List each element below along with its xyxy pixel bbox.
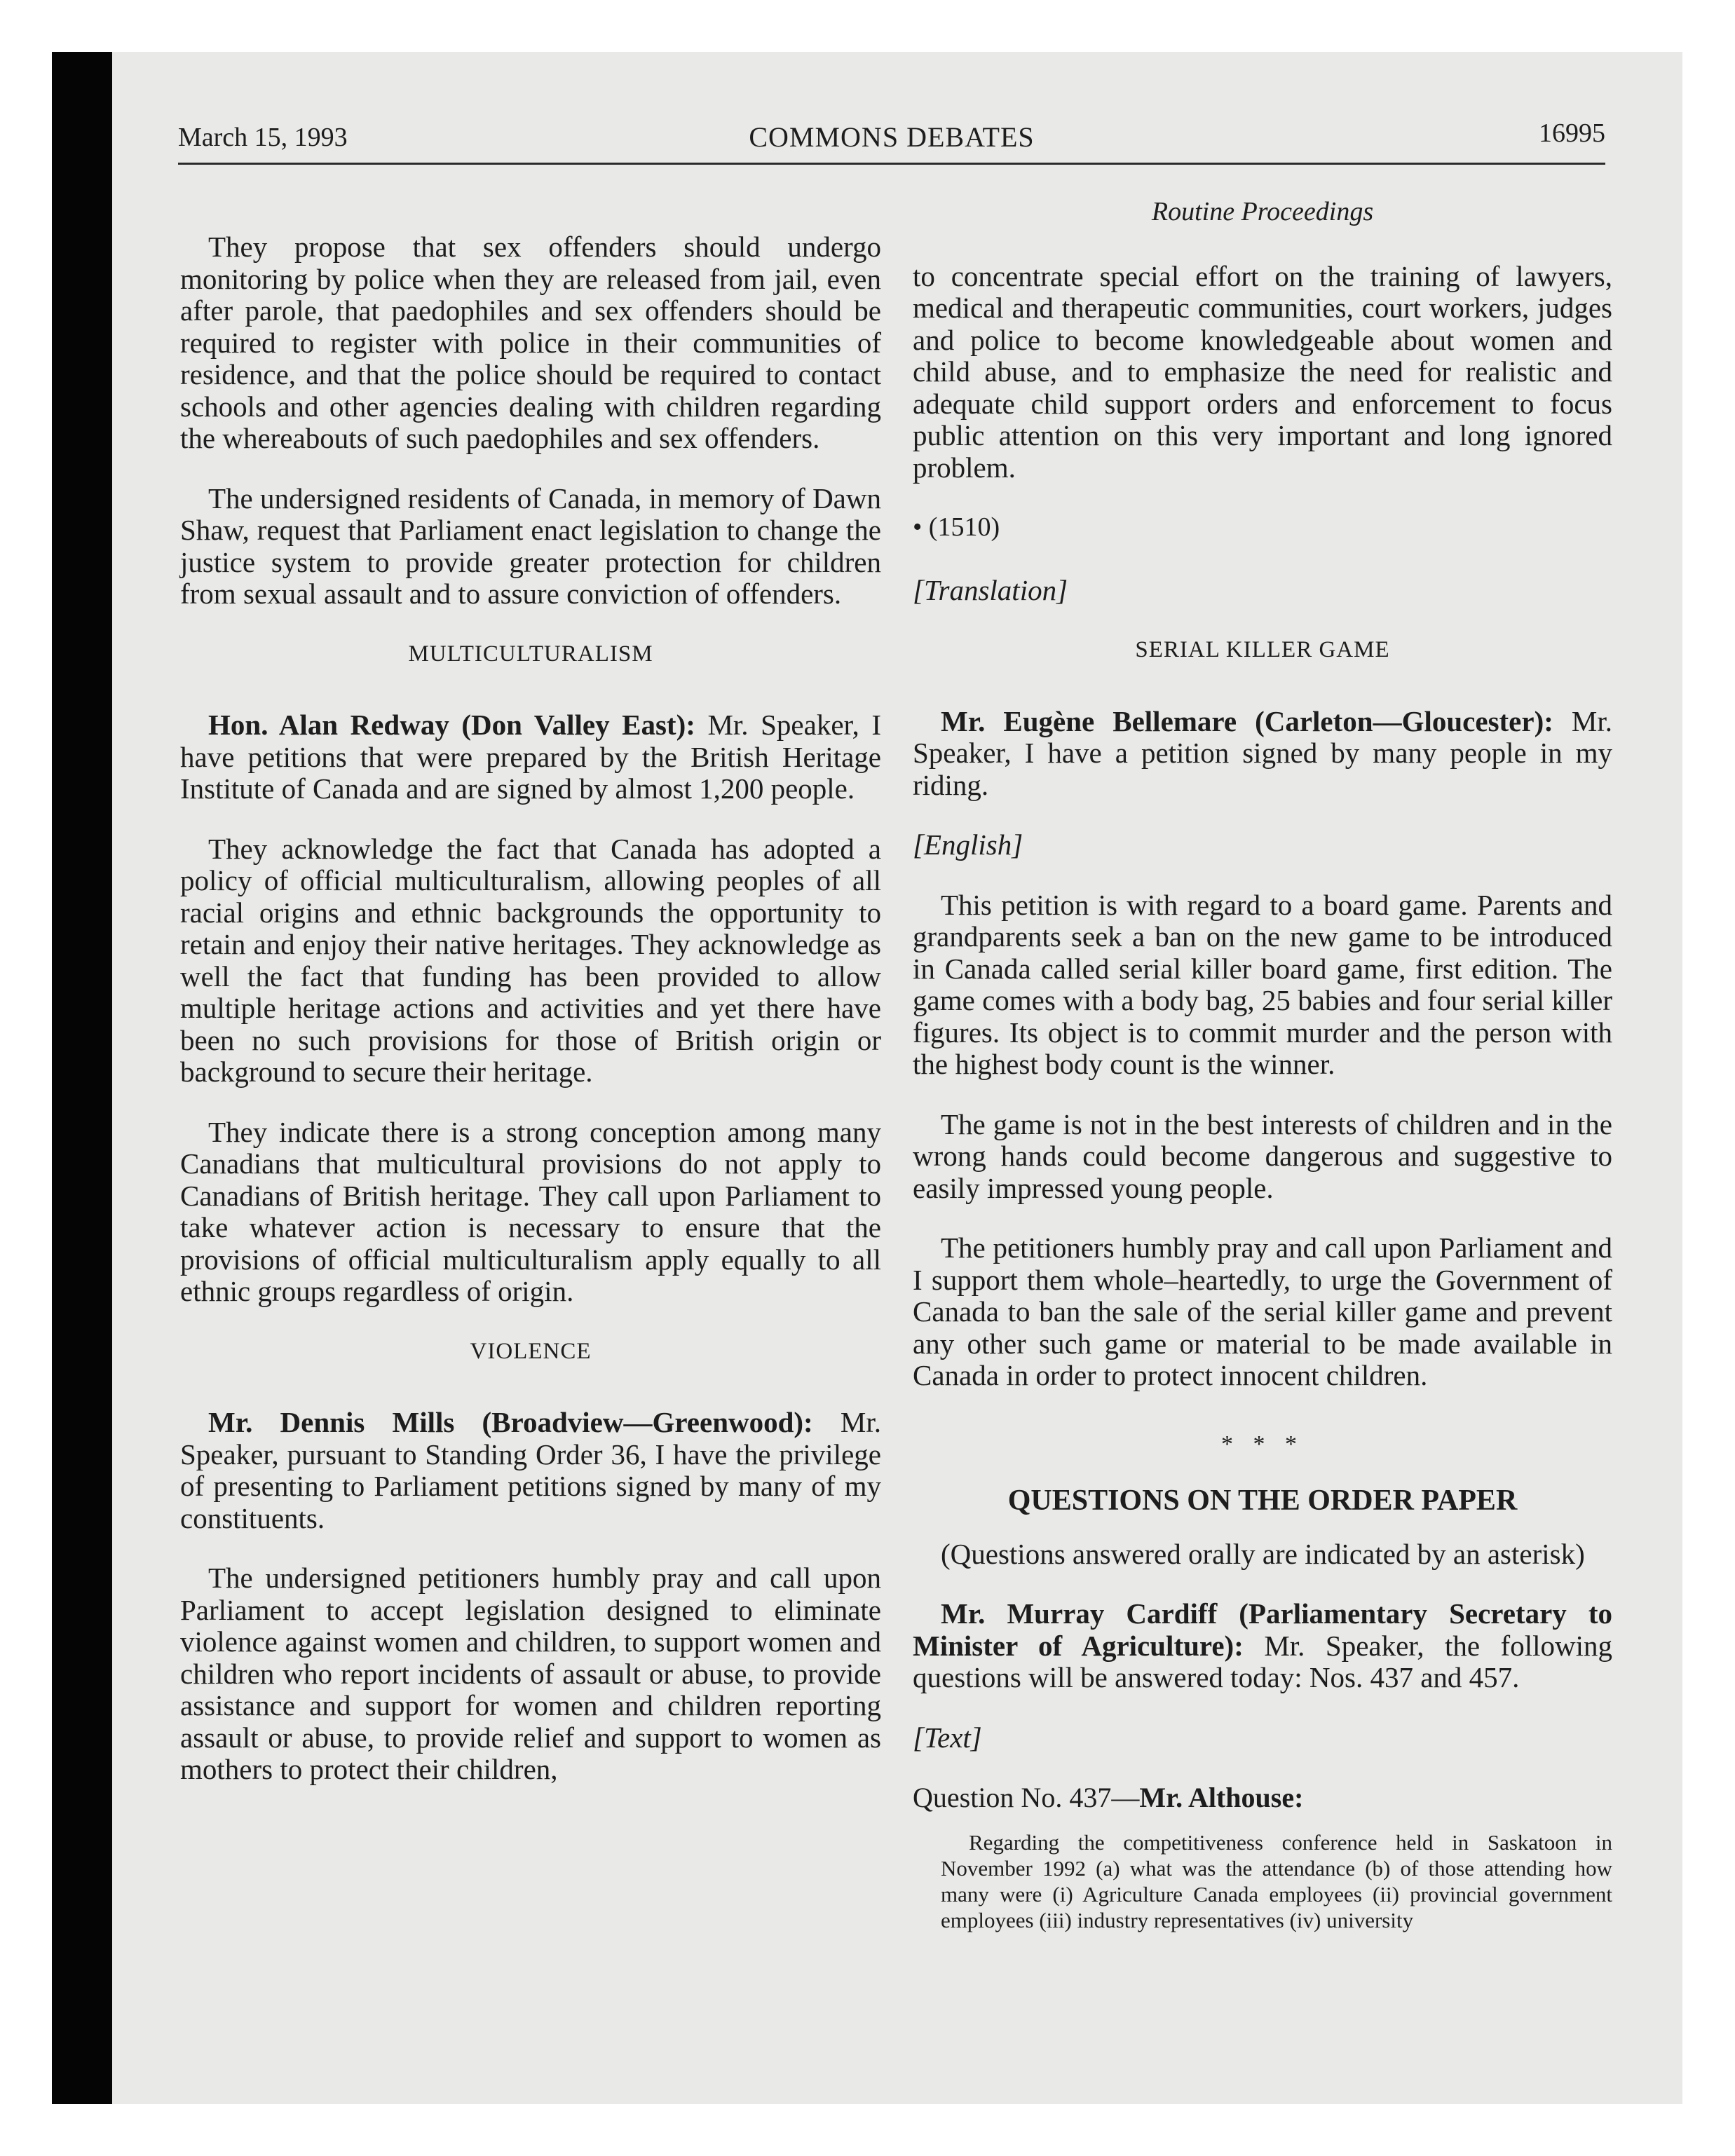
section-heading-multiculturalism: MULTICULTURALISM: [408, 641, 653, 667]
section-heading-serial-killer-game: SERIAL KILLER GAME: [1135, 637, 1390, 662]
left-column: [180, 231, 881, 1814]
header-date: March 15, 1993: [178, 123, 348, 152]
speech-bellemare: [913, 706, 1612, 802]
speech-text: Mr. Speaker, the following questions will be answered today: Nos. 437 and 457.: [913, 1629, 1612, 1693]
section-separator: * * *: [1221, 1431, 1304, 1457]
questions-note: (Questions answered orally are indicated by an asterisk): [941, 1537, 1585, 1570]
question-member: Mr. Althouse:: [1139, 1782, 1304, 1813]
questions-heading: QUESTIONS ON THE ORDER PAPER: [1007, 1485, 1518, 1517]
text-tag: [Text]: [913, 1721, 982, 1754]
question-body: Regarding the competitiveness conference held in Saskatoon in November 1992 (a) what was the attendance (b) of those attending how many were (i) Agriculture Canada employees (ii) provincial government employees (iii) industry representatives (iv) university: [941, 1829, 1612, 1932]
paragraph: The undersigned residents of Canada, in memory of Dawn Shaw, request that Parliament enact legislation to change the justice system to provide greater protection for children from sexual assault and to assure conviction of offenders.: [180, 482, 881, 610]
paragraph: The undersigned petitioners humbly pray and call upon Parliament to accept legislation designed to eliminate violence against women and children, to support women and children who report incidents of assault or abuse, to provide assistance and support for women and children reporting assault or abuse, to provide relief and support to women as mothers to protect their children,: [180, 1562, 881, 1785]
speech-mills: [180, 1407, 881, 1534]
header-title: COMMONS DEBATES: [749, 121, 1035, 153]
paragraph: They acknowledge the fact that Canada has adopted a policy of official multiculturalism, allowing peoples of all racial origins and ethnic backgrounds the opportunity to retain and enjoy their native heritages. They acknowledge as well the fact that funding has been provided to allow multiple heritage actions and activities and yet there have been no such provisions for those of British origin or background to secure their heritage.: [180, 832, 881, 1088]
paragraph: This petition is with regard to a board game. Parents and grandparents seek a ban on the new game to be introduced in Canada called serial killer board game, first edition. The game comes with a body bag, 25 babies and four serial killer figures. Its object is to commit murder and the person with the highest body count is the winner.: [913, 888, 1612, 1080]
speaker-name: Hon. Alan Redway (Don Valley East):: [208, 709, 695, 741]
speaker-name: Mr. Eugène Bellemare (Carleton—Gloucester):: [941, 704, 1553, 737]
timestamp: • (1510): [913, 512, 1000, 542]
speaker-name: Mr. Dennis Mills (Broadview—Greenwood):: [208, 1406, 813, 1438]
speaker-name: Mr. Murray Cardiff (Parliamentary Secretary to Minister of Agriculture):: [913, 1597, 1612, 1662]
right-column: [913, 196, 1612, 1933]
paragraph: to concentrate special effort on the training of lawyers, medical and therapeutic communities, court workers, judges and police to become knowledgeable about women and child abuse, and to emphasize the need for realistic and adequate child support orders and enforcement to focus public attention on this very important and long ignored problem.: [913, 259, 1612, 484]
speech-text: Mr. Speaker, I have petitions that were prepared by the British Heritage Institute of Canada and are signed by almost 1,200 people.: [180, 709, 881, 805]
binding-shadow: [52, 52, 112, 2104]
header-rule: [178, 163, 1605, 165]
speech-redway: [180, 709, 881, 805]
english-tag: [English]: [913, 828, 1023, 861]
header-page-number: 16995: [1539, 118, 1605, 148]
speech-cardiff: [913, 1598, 1612, 1694]
question-heading: [913, 1782, 1612, 1814]
page-header: [178, 118, 1605, 160]
speech-text: Mr. Speaker, I have a petition signed by many people in my riding.: [913, 704, 1612, 801]
speech-text: Mr. Speaker, pursuant to Standing Order 36, I have the privilege of presenting to Parliament petitions signed by many of my constituents.: [180, 1406, 881, 1534]
running-head: Routine Proceedings: [1151, 197, 1374, 226]
paragraph: The game is not in the best interests of children and in the wrong hands could become dangerous and suggestive to easily impressed young people.: [913, 1107, 1612, 1204]
question-number: Question No. 437—: [913, 1782, 1140, 1813]
paragraph: They indicate there is a strong conception among many Canadians that multicultural provisions do not apply to Canadians of British heritage. They call upon Parliament to take whatever action is necessary to ensure that the provisions of official multiculturalism apply equally to all ethnic groups regardless of origin.: [180, 1115, 881, 1307]
paragraph: They propose that sex offenders should undergo monitoring by police when they are released from jail, even after parole, that paedophiles and sex offenders should be required to register with police in their communities of residence, and that the police should be required to contact schools and other agencies dealing with children regarding the whereabouts of such paedophiles and sex offenders.: [180, 231, 881, 454]
paragraph: The petitioners humbly pray and call upon Parliament and I support them whole–heartedly, to urge the Government of Canada to ban the sale of the serial killer game and prevent any other such game or material to be made available in Canada in order to protect innocent children.: [913, 1231, 1612, 1391]
translation-tag: [Translation]: [913, 573, 1068, 606]
section-heading-violence: VIOLENCE: [470, 1338, 592, 1364]
